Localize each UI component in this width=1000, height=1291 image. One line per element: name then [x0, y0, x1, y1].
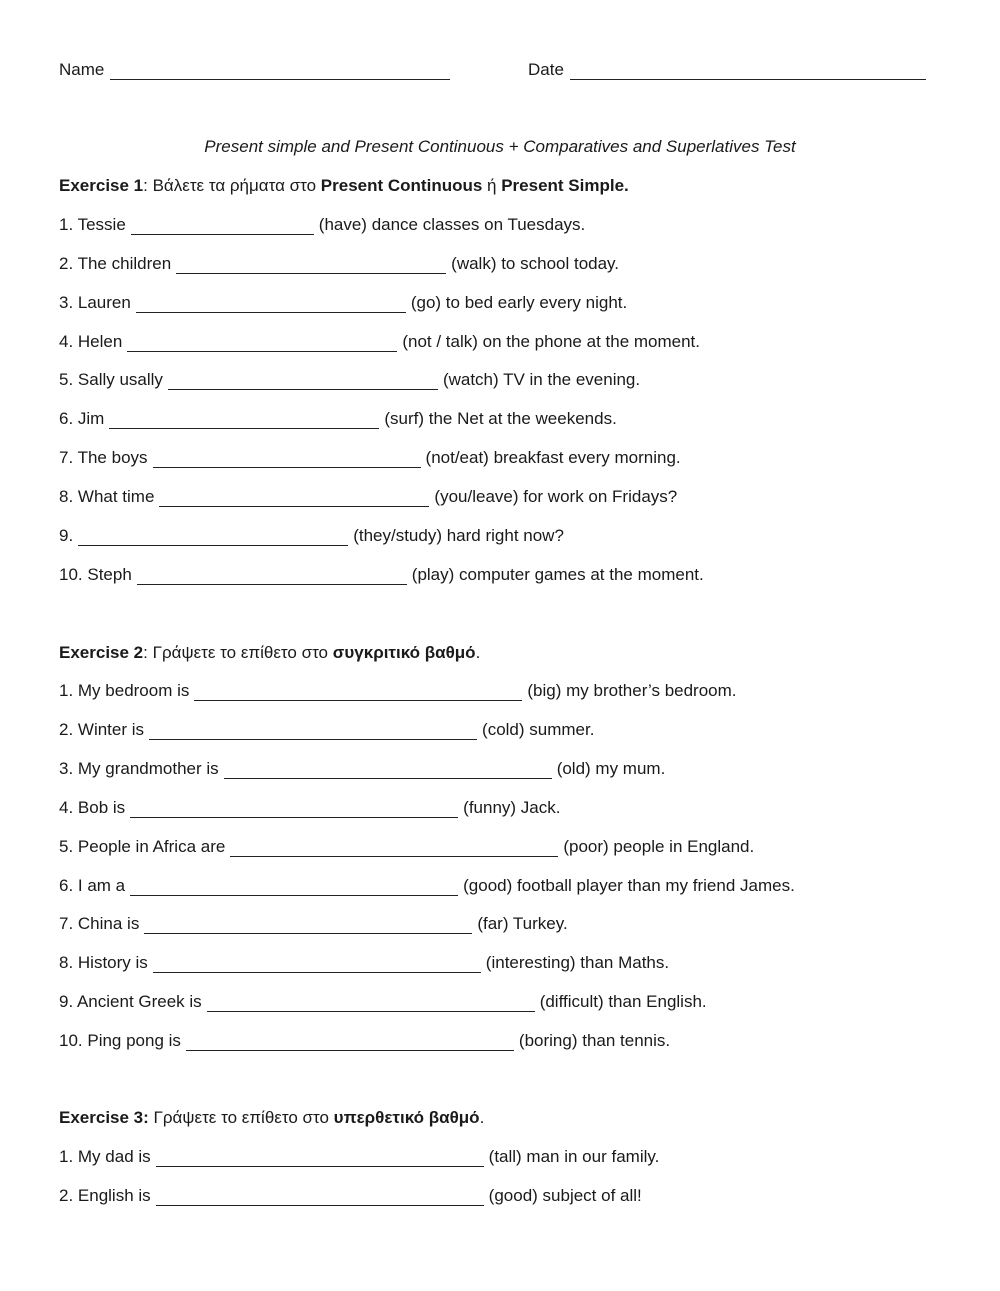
item-text-before: 2. Winter is: [59, 720, 145, 739]
item-text-before: 7. The boys: [59, 448, 148, 467]
answer-blank[interactable]: [127, 337, 397, 352]
item-text-after: (you/leave) for work on Fridays?: [434, 487, 678, 506]
item-text-after: (boring) than tennis.: [518, 1031, 671, 1050]
item-text-before: 1. My dad is: [59, 1147, 151, 1166]
item-text-after: (go) to bed early every night.: [410, 293, 628, 312]
item-text-after: (cold) summer.: [482, 720, 595, 739]
exercise2-item-8: [59, 953, 669, 973]
answer-blank[interactable]: [144, 919, 472, 934]
exercise1-instruction: : Βάλετε τα ρήματα στο: [143, 176, 321, 195]
item-text-after: (old) my mum.: [556, 759, 666, 778]
item-text-before: 3. Lauren: [59, 293, 131, 312]
answer-blank[interactable]: [156, 1191, 484, 1206]
date-label: Date: [528, 60, 564, 79]
item-text-after: (tall) man in our family.: [488, 1147, 660, 1166]
exercise1-item-4: [59, 332, 700, 352]
item-text-after: (interesting) than Maths.: [485, 953, 670, 972]
answer-blank[interactable]: [176, 259, 446, 274]
exercise3-bold1: υπερθετικό βαθμό: [333, 1108, 480, 1127]
exercise1-item-8: [59, 487, 677, 507]
exercise2-item-10: [59, 1031, 670, 1051]
item-text-after: (walk) to school today.: [451, 254, 620, 273]
answer-blank[interactable]: [159, 492, 429, 507]
item-text-before: 10. Ping pong is: [59, 1031, 181, 1050]
item-text-before: 6. I am a: [59, 876, 126, 895]
item-text-after: (they/study) hard right now?: [353, 526, 564, 545]
item-text-before: 5. People in Africa are: [59, 837, 226, 856]
item-text-before: 4. Helen: [59, 332, 123, 351]
item-text-after: (good) football player than my friend James.: [463, 876, 795, 895]
answer-blank[interactable]: [153, 453, 421, 468]
exercise2-item-1: [59, 681, 737, 701]
answer-blank[interactable]: [149, 725, 477, 740]
item-text-before: 9. Ancient Greek is: [59, 992, 202, 1011]
header-row: [59, 60, 939, 82]
exercise1-label: Exercise 1: [59, 176, 144, 195]
answer-blank[interactable]: [224, 764, 552, 779]
item-text-before: 9.: [59, 526, 74, 545]
exercise2-bold1: συγκριτικό βαθμό: [332, 643, 476, 662]
date-field: [528, 60, 926, 80]
exercise3-heading: [59, 1108, 484, 1128]
item-text-before: 7. China is: [59, 914, 140, 933]
item-text-after: (not / talk) on the phone at the moment.: [402, 332, 701, 351]
item-text-after: (watch) TV in the evening.: [442, 370, 641, 389]
exercise1-item-7: [59, 448, 681, 468]
answer-blank[interactable]: [130, 803, 458, 818]
exercise1-item-1: [59, 215, 585, 235]
exercise1-item-9: [59, 526, 564, 546]
answer-blank[interactable]: [230, 842, 558, 857]
exercise3-instruction: Γράψετε το επίθετο στο: [148, 1108, 334, 1127]
exercise1-item-10: [59, 565, 704, 585]
item-text-after: (have) dance classes on Tuesdays.: [318, 215, 586, 234]
exercise2-item-2: [59, 720, 594, 740]
item-text-before: 4. Bob is: [59, 798, 126, 817]
exercise2-item-6: [59, 876, 795, 896]
name-blank[interactable]: [110, 65, 450, 80]
item-text-before: 1. My bedroom is: [59, 681, 190, 700]
item-text-before: 1. Tessie: [59, 215, 126, 234]
exercise2-instruction: : Γράψετε το επίθετο στο: [143, 643, 333, 662]
exercise2-item-4: [59, 798, 560, 818]
exercise3-item-2: [59, 1186, 642, 1206]
item-text-after: (play) computer games at the moment.: [411, 565, 704, 584]
exercise2-heading: [59, 643, 480, 663]
exercise1-heading: [59, 176, 629, 196]
exercise1-mid: ή: [482, 176, 502, 195]
item-text-before: 8. History is: [59, 953, 148, 972]
item-text-after: (difficult) than English.: [539, 992, 707, 1011]
answer-blank[interactable]: [136, 298, 406, 313]
answer-blank[interactable]: [207, 997, 535, 1012]
exercise1-item-2: [59, 254, 619, 274]
exercise3-label: Exercise 3:: [59, 1108, 149, 1127]
exercise1-bold1: Present Continuous: [320, 176, 483, 195]
name-field: [59, 60, 450, 80]
answer-blank[interactable]: [137, 570, 407, 585]
answer-blank[interactable]: [131, 220, 314, 235]
exercise3-end: .: [479, 1108, 485, 1127]
item-text-after: (far) Turkey.: [477, 914, 568, 933]
answer-blank[interactable]: [130, 881, 458, 896]
item-text-after: (good) subject of all!: [488, 1186, 642, 1205]
answer-blank[interactable]: [109, 414, 379, 429]
exercise2-item-9: [59, 992, 707, 1012]
answer-blank[interactable]: [186, 1036, 514, 1051]
answer-blank[interactable]: [156, 1152, 484, 1167]
answer-blank[interactable]: [153, 958, 481, 973]
item-text-before: 2. English is: [59, 1186, 151, 1205]
name-label: Name: [59, 60, 105, 79]
item-text-before: 2. The children: [59, 254, 172, 273]
date-blank[interactable]: [570, 65, 926, 80]
page-title: Present simple and Present Continuous + Comparatives and Superlatives Test: [204, 137, 796, 156]
item-text-after: (poor) people in England.: [563, 837, 755, 856]
exercise2-item-7: [59, 914, 568, 934]
exercise1-item-5: [59, 370, 640, 390]
item-text-before: 6. Jim: [59, 409, 105, 428]
exercise2-item-3: [59, 759, 665, 779]
exercise2-item-5: [59, 837, 754, 857]
item-text-before: 5. Sally usally: [59, 370, 163, 389]
answer-blank[interactable]: [194, 686, 522, 701]
exercise1-bold2: Present Simple.: [501, 176, 629, 195]
exercise2-end: .: [475, 643, 481, 662]
exercise1-item-3: [59, 293, 627, 313]
exercise3-item-1: [59, 1147, 659, 1167]
item-text-after: (surf) the Net at the weekends.: [384, 409, 617, 428]
answer-blank[interactable]: [78, 531, 348, 546]
item-text-after: (funny) Jack.: [463, 798, 561, 817]
exercise2-label: Exercise 2: [59, 643, 144, 662]
item-text-after: (not/eat) breakfast every morning.: [425, 448, 681, 467]
answer-blank[interactable]: [168, 375, 438, 390]
item-text-before: 8. What time: [59, 487, 155, 506]
item-text-before: 10. Steph: [59, 565, 132, 584]
exercise1-item-6: [59, 409, 617, 429]
item-text-before: 3. My grandmother is: [59, 759, 219, 778]
item-text-after: (big) my brother’s bedroom.: [527, 681, 737, 700]
